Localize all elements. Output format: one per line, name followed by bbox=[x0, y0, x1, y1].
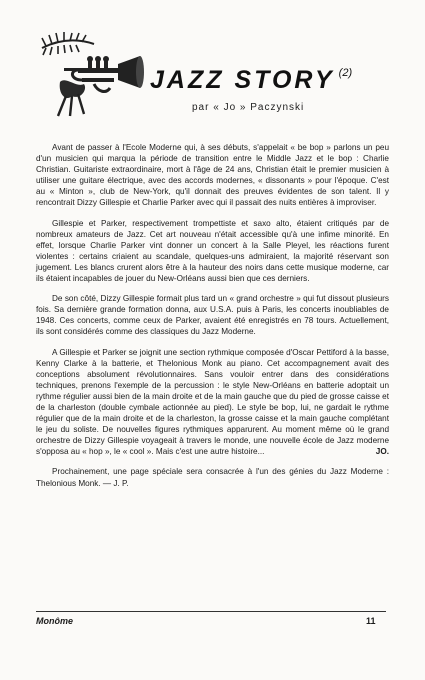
paragraph: De son côté, Dizzy Gillespie formait plus tard un « grand orchestre » qui fut dissout plusieurs fois. Sa dernière grande formation donna, aux U.S.A. puis à Paris, les concerts inoubliables de 1948. Ces concerts, comme ceux de Parker, avaient été enregistrés en 78 tours. Actuellement, ils sont considérés comme des classiques du Jazz Moderne. bbox=[36, 294, 389, 337]
title-part-note: (2) bbox=[338, 67, 353, 79]
publication-name: Monôme bbox=[36, 616, 73, 626]
paragraph: Avant de passer à l'Ecole Moderne qui, à ses débuts, s'appelait « be bop » parlons un peu d'un musicien qui marqua la période de transition entre le Middle Jazz et le bop : Charlie Christian. Guitariste extraordinaire, mort à l'âge de 24 ans, Christian était le premier musicien à utiliser une guitare électrique, avec des accords modernes, « dissonants » pour l'époque. C'est au « Minton », club de New-York, qu'il donnait des preuves évidentes de son talent. Il y rencontrait Dizzy Gillespie et Charlie Parker avec qui il passait des nuits entières à improviser. bbox=[36, 143, 389, 208]
byline: par « Jo » Paczynski bbox=[192, 102, 305, 113]
article-title bbox=[150, 66, 390, 95]
article-body bbox=[36, 142, 389, 498]
trumpet-illustration bbox=[36, 30, 146, 120]
paragraph bbox=[36, 347, 389, 458]
paragraph-text: A Gillespie et Parker se joignit une section rythmique composée d'Oscar Pettiford à la basse, Kenny Clarke à la batterie, et Thelonious Monk au piano. Cet accompagnement avait des conceptions absolument révolutionnaires. Sans vouloir entrer dans des considérations techniques, prenons l'exemple de la percussion : le style New-Orléans en batterie adoptait un rythme régulier aussi bien de la main droite et de la main gauche que du pied de grosse caisse et de la charleston (double cymbale actionnée au pied). Le style be bop, lui, ne gardait le rythme régulier que de la main droite et de la charleston, la grosse caisse et la main gauche complétant le jeu du soliste. De nouvelles figures rythmiques apparurent. Au moment même où le grand orchestre de Dizzy Gillespie voyageait à travers le monde, une nouvelle école de Jazz moderne s'opposa au « hop », le « cool ». Mais c'est une autre histoire... bbox=[36, 347, 389, 457]
paragraph: Gillespie et Parker, respectivement trompettiste et saxo alto, étaient critiqués par de nombreux amateurs de Jazz. Cet art nouveau n'était accessible qu'à une infime minorité. En effet, lorsque Charlie Parker vint donner un concert à la Salle Pleyel, les réactions furent violentes : certains criaient au scandale, quelques-uns admiraient, la majorité réservant son jugement. Les blancs crurent alors être à la hauteur des noirs dans cette musique moderne, car ils étaient incapables de jouer du New-Orléans aussi bien que ces derniers. bbox=[36, 218, 389, 284]
page-number: 11 bbox=[366, 616, 376, 626]
footer-divider bbox=[36, 611, 386, 612]
title-text: JAZZ STORY bbox=[150, 66, 335, 94]
signature: JO. bbox=[375, 447, 389, 457]
paragraph: Prochainement, une page spéciale sera consacrée à l'un des génies du Jazz Moderne : Thelonious Monk. — J. P. bbox=[36, 467, 389, 488]
